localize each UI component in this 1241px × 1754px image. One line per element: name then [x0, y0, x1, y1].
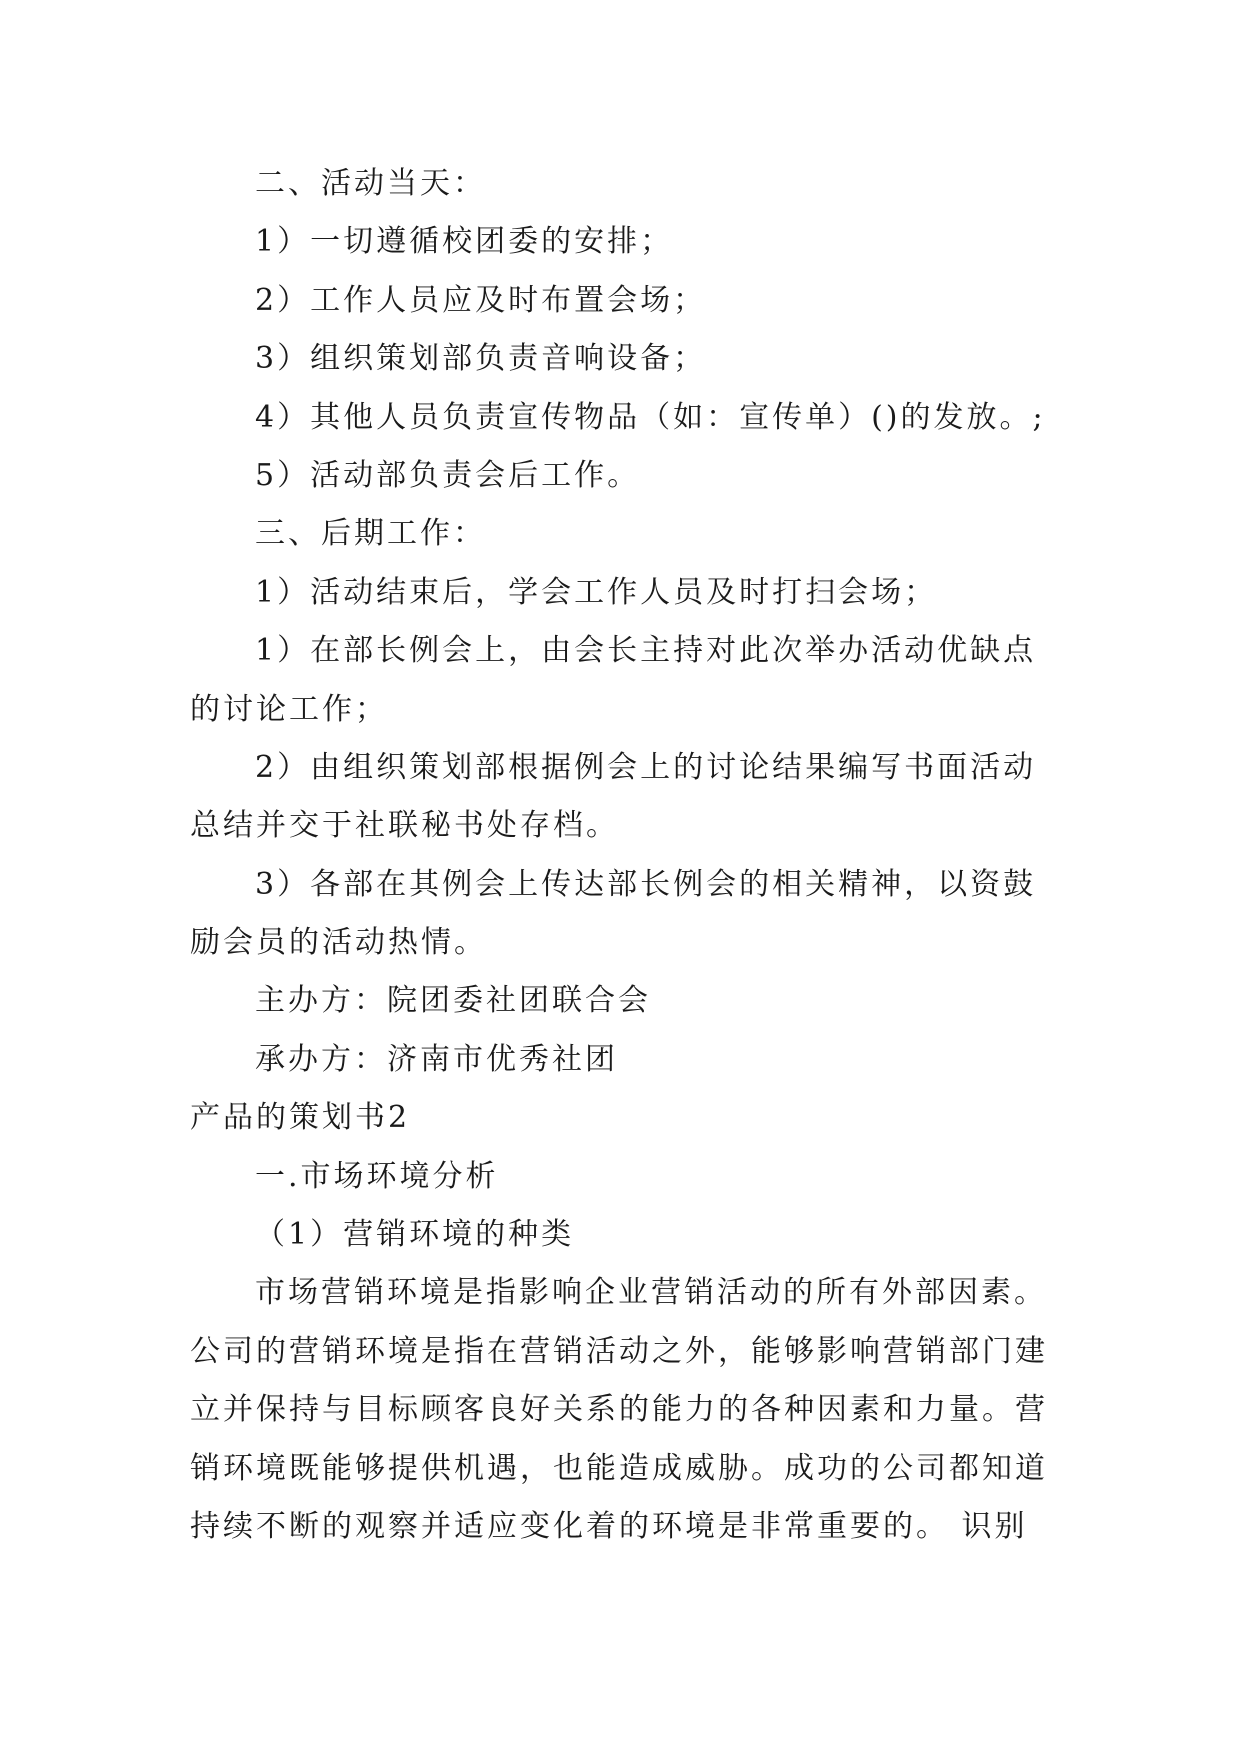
- event-day-item: 4）其他人员负责宣传物品（如：宣传单）()的发放。;: [255, 399, 1046, 435]
- paragraph-line: 持续不断的观察并适应变化着的环境是非常重要的。 识别: [190, 1508, 1028, 1544]
- paragraph-line: 销环境既能够提供机遇，也能造成威胁。成功的公司都知道: [190, 1450, 1048, 1486]
- post-event-item-continuation: 总结并交于社联秘书处存档。: [190, 808, 619, 844]
- paragraph-line: 公司的营销环境是指在营销活动之外，能够影响营销部门建: [190, 1333, 1048, 1369]
- section-heading-market: 一.市场环境分析: [255, 1158, 499, 1194]
- paragraph-line: 市场营销环境是指影响企业营销活动的所有外部因素。: [255, 1275, 1047, 1311]
- host-line: 主办方：院团委社团联合会: [255, 983, 651, 1019]
- post-event-item: 2）由组织策划部根据例会上的讨论结果编写书面活动: [255, 749, 1037, 785]
- section-heading-post-event: 三、后期工作：: [255, 516, 486, 552]
- post-event-item-continuation: 的讨论工作；: [190, 691, 388, 727]
- document-title: 产品的策划书2: [190, 1100, 411, 1136]
- event-day-item: 5）活动部负责会后工作。: [255, 457, 641, 493]
- post-event-item: 1）活动结束后，学会工作人员及时打扫会场；: [255, 574, 938, 610]
- event-day-item: 2）工作人员应及时布置会场；: [255, 282, 707, 318]
- paragraph-line: 立并保持与目标顾客良好关系的能力的各种因素和力量。营: [190, 1392, 1048, 1428]
- subsection-heading: （1）营销环境的种类: [255, 1217, 575, 1253]
- section-heading-event-day: 二、活动当天：: [255, 166, 486, 201]
- event-day-item: 3）组织策划部负责音响设备；: [255, 341, 707, 377]
- document-body: [190, 155, 1070, 1556]
- post-event-item: 3）各部在其例会上传达部长例会的相关精神，以资鼓: [255, 866, 1037, 902]
- post-event-item-continuation: 励会员的活动热情。: [190, 925, 487, 961]
- organizer-line: 承办方：济南市优秀社团: [255, 1041, 618, 1077]
- post-event-item: 1）在部长例会上，由会长主持对此次举办活动优缺点: [255, 633, 1037, 669]
- event-day-item: 1）一切遵循校团委的安排；: [255, 224, 674, 260]
